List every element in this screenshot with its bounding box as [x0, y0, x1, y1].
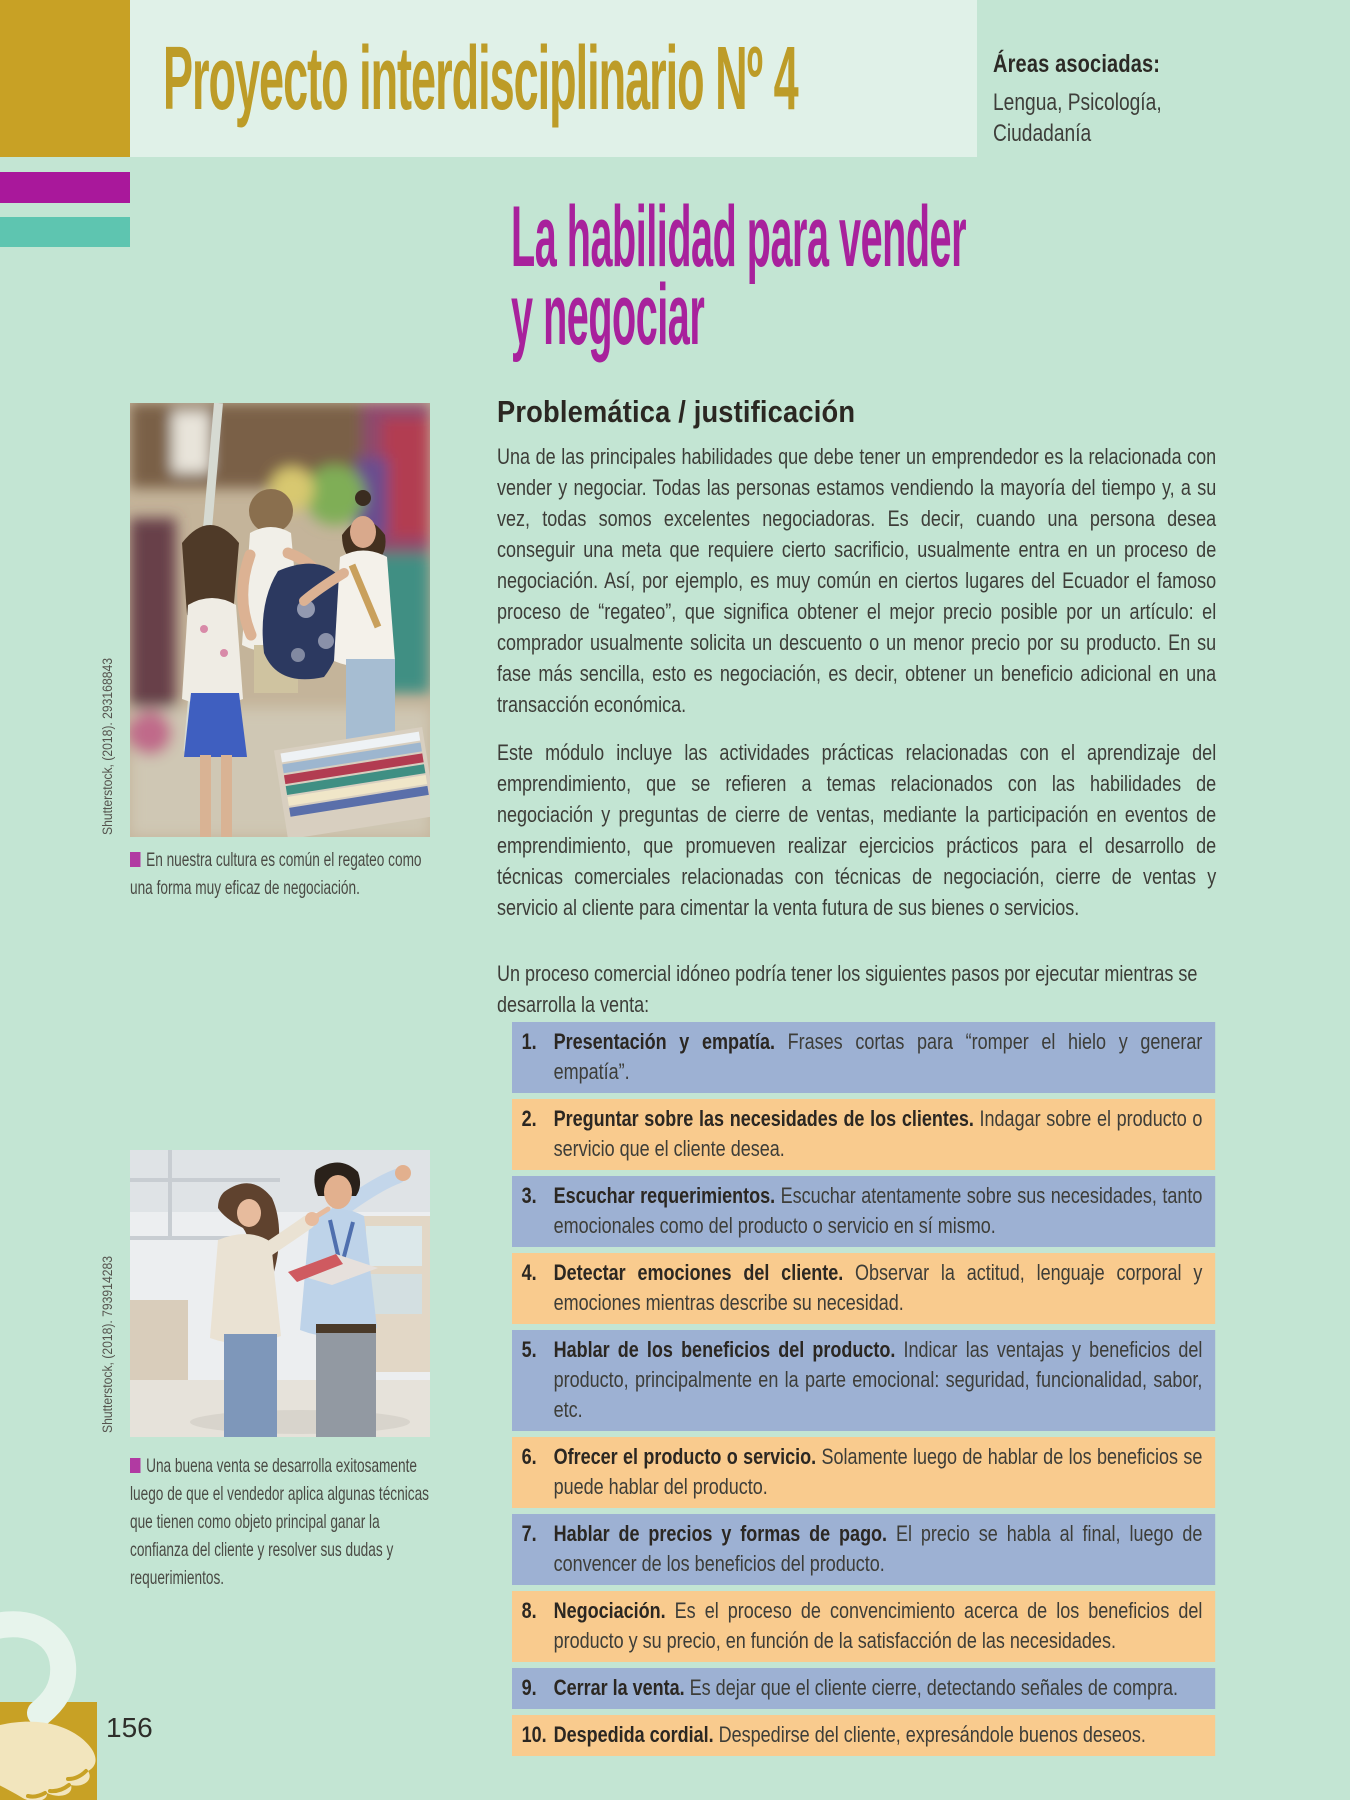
step-row-9	[512, 1668, 1215, 1709]
step-row-10	[512, 1715, 1215, 1756]
associated-areas-line: Lengua, Psicología,	[993, 89, 1162, 116]
caption-bullet-icon	[130, 1458, 141, 1473]
associated-areas-box	[993, 50, 1329, 149]
associated-areas-line: Ciudadanía	[993, 120, 1092, 147]
photo-credit: Shutterstock, (2018). 793914283	[100, 1256, 115, 1433]
gold-footer-block	[0, 1702, 97, 1800]
step-label: Cerrar la venta.	[553, 1675, 690, 1700]
gold-corner-block	[0, 0, 130, 157]
step-row-8	[512, 1591, 1215, 1662]
step-label: Presentación y empatía.	[553, 1029, 788, 1054]
step-row-1	[512, 1022, 1215, 1093]
body-paragraph: Una de las principales habilidades que debe tener un emprendedor es la relacionada con vender y negociar. Todas las personas estamos vendiendo la mayoría del tiempo y, a su vez, todas somos excelentes negociadoras. Es decir, cuando una persona desea conseguir una meta que requiere cierto sacrificio, usualmente entra en un proceso de negociación. Así, por ejemplo, es muy común en ciertos lugares del Ecuador el famoso proceso de “regateo”, que significa obtener el mejor precio posible por un artículo: el comprador usualmente solicita un descuento o un menor precio por su producto. En su fase más sencilla, esto es negociación, es decir, obtener un beneficio adicional en una transacción económica.	[497, 444, 1217, 717]
module-title	[511, 189, 967, 363]
step-number: 6.	[521, 1444, 537, 1469]
body-paragraph: Un proceso comercial idóneo podría tener los siguientes pasos por ejecutar mientras se desarrolla la venta:	[497, 961, 1198, 1017]
step-description: Frases cortas para “romper el hielo y generar empatía”.	[553, 1029, 1203, 1084]
photo-caption	[130, 846, 432, 902]
step-label: Detectar emociones del cliente.	[553, 1260, 856, 1285]
step-number: 3.	[521, 1183, 537, 1208]
step-description: El precio se habla al final, luego de convencer de los beneficios del producto.	[553, 1521, 1203, 1576]
step-description: Indagar sobre el producto o servicio que el cliente desea.	[553, 1106, 1203, 1161]
teal-accent-bar	[0, 217, 130, 247]
step-number: 2.	[521, 1106, 537, 1131]
step-description: Es dejar que el cliente cierre, detectando señales de compra.	[689, 1675, 1178, 1700]
caption-text: Una buena venta se desarrolla exitosamente luego de que el vendedor aplica algunas técnicas que tienen como objeto principal ganar la confianza del cliente y resolver sus dudas y requerimientos.	[130, 1455, 430, 1589]
sales-process-steps	[512, 1022, 1215, 1762]
market-photo	[130, 403, 430, 837]
step-label: Hablar de los beneficios del producto.	[553, 1337, 904, 1362]
caption-text: En nuestra cultura es común el regateo como una forma muy eficaz de negociación.	[130, 849, 422, 899]
step-row-7	[512, 1514, 1215, 1585]
step-label: Despedida cordial.	[553, 1722, 719, 1747]
step-row-6	[512, 1437, 1215, 1508]
step-description: Indicar las ventajas y beneficios del producto, principalmente en la parte emocional: seguridad, funcionalidad, sabor, etc.	[553, 1337, 1203, 1422]
module-title-line1: La habilidad para vender	[511, 189, 967, 285]
step-label: Negociación.	[553, 1598, 675, 1623]
step-row-5	[512, 1330, 1215, 1431]
photo-caption	[130, 1452, 432, 1592]
body-paragraph: Este módulo incluye las actividades prácticas relacionadas con el aprendizaje del emprendimiento, que se refieren a temas relacionados con las habilidades de negociación y preguntas de cierre de ventas, mediante la participación en eventos de emprendimiento, que promueven realizar ejercicios prácticos para el desarrollo de técnicas comerciales relacionadas con técnicas de negociación, cierre de ventas y servicio al cliente para cimentar la venta futura de sus bienes o servicios.	[497, 740, 1217, 920]
step-row-3	[512, 1176, 1215, 1247]
associated-areas-title: Áreas asociadas:	[993, 50, 1161, 78]
project-title: Proyecto interdisciplinario Nº 4	[163, 29, 798, 129]
step-number: 4.	[521, 1260, 537, 1285]
step-description: Es el proceso de convencimiento acerca de los beneficios del producto y su precio, en función de la satisfacción de las necesidades.	[553, 1598, 1203, 1653]
step-number: 7.	[521, 1521, 537, 1546]
step-number: 10.	[521, 1722, 547, 1747]
step-description: Solamente luego de hablar de los beneficios se puede hablar del producto.	[553, 1444, 1203, 1499]
step-description: Escuchar atentamente sobre sus necesidades, tanto emocionales como del producto o servicio en sí mismo.	[553, 1183, 1203, 1238]
module-title-line2: y negociar	[511, 267, 705, 363]
sales-photo	[130, 1150, 430, 1437]
step-number: 5.	[521, 1337, 537, 1362]
step-label: Escuchar requerimientos.	[553, 1183, 781, 1208]
step-number: 8.	[521, 1598, 537, 1623]
step-description: Observar la actitud, lenguaje corporal y emociones mientras describe su necesidad.	[553, 1260, 1203, 1315]
step-description: Despedirse del cliente, expresándole buenos deseos.	[718, 1722, 1146, 1747]
step-row-4	[512, 1253, 1215, 1324]
step-row-2	[512, 1099, 1215, 1170]
photo-credit: Shutterstock, (2018). 293168843	[100, 658, 115, 835]
magenta-accent-bar	[0, 172, 130, 203]
step-number: 9.	[521, 1675, 537, 1700]
step-label: Preguntar sobre las necesidades de los clientes.	[553, 1106, 980, 1131]
step-label: Ofrecer el producto o servicio.	[553, 1444, 822, 1469]
section-heading: Problemática / justificación	[497, 394, 856, 429]
step-label: Hablar de precios y formas de pago.	[553, 1521, 896, 1546]
step-number: 1.	[521, 1029, 537, 1054]
page-number: 156	[106, 1712, 153, 1743]
caption-bullet-icon	[130, 852, 141, 867]
